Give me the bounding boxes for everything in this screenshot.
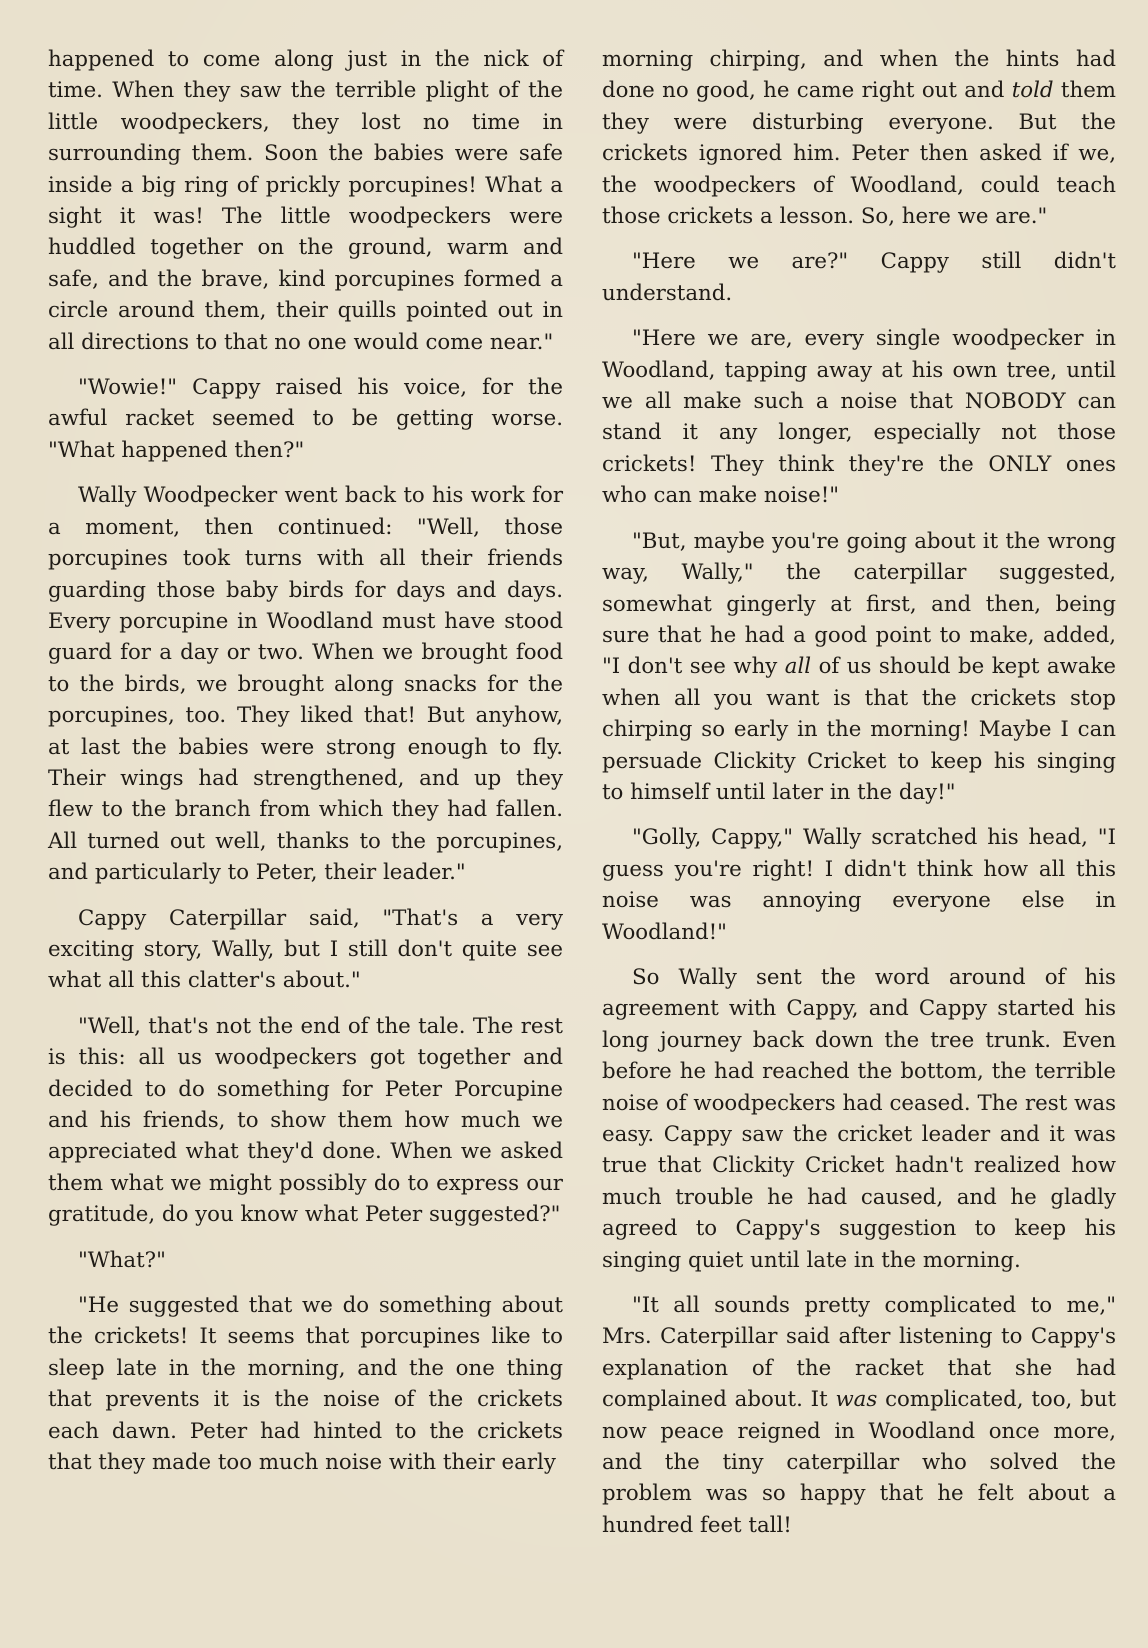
paragraph: "What?" <box>78 1247 166 1273</box>
paragraph <box>602 323 1116 511</box>
text-run: complicated, too, but now peace reigned in Woodland once more, and the tiny caterpillar who solved the problem was so happy that he felt about a hundred feet tall! <box>602 1387 1117 1538</box>
paragraph <box>602 44 1116 232</box>
emphasis: all <box>784 654 812 680</box>
text-run: of us should be kept awake when all you want is that the crickets stop chirping so early in the morning! Maybe I can persuade Clickity Cricket to keep his singing to himself until later in the day!" <box>602 654 1116 805</box>
text-run: So Wally sent the word around of his agreement with Cappy, and Cappy started his long journey back down the tree trunk. Even before he had reached the bottom, the terrible noise of woodpeckers had ceased. The rest was easy. Cappy saw the cricket leader and it was true that Clickity Cricket hadn't realized how much trouble he had caused, and he gladly agreed to Cappy's suggestion to keep his singing quiet until late in the morning. <box>602 964 1116 1273</box>
paragraph <box>602 246 1116 309</box>
emphasis: was <box>835 1387 878 1413</box>
text-run: "It all sounds pretty complicated to me," Mrs. Caterpillar said after listening to Cappy's explanation of the racket that she had complained about. It <box>602 1293 1116 1413</box>
paragraph: happened to come along just in the nick of time. When they saw the terrible plight of the little woodpeckers, they lost no time in surrounding them. Soon the babies were safe inside a big ring of prickly porcupines! What a sight it was! The little woodpeckers were huddled together on the ground, warm and safe, and the brave, kind porcupines formed a circle around them, their quills pointed out in all directions to that no one would come near." <box>48 47 563 355</box>
paragraph <box>602 822 1116 948</box>
text-run: them they were disturbing everyone. But the crickets ignored him. Peter then asked if we, the woodpeckers of Woodland, could teach those crickets a lesson. So, here we are." <box>602 78 1117 230</box>
right-column <box>602 44 1116 1555</box>
emphasis: told <box>1011 78 1054 104</box>
paragraph: "Wowie!" Cappy raised his voice, for the awful racket seemed to be getting worse. "What happened then?" <box>48 375 563 463</box>
paragraph <box>602 526 1116 809</box>
paragraph: Cappy Caterpillar said, "That's a very exciting story, Wally, but I still don't quite see what all this clatter's about." <box>48 905 563 994</box>
text-run: morning chirping, and when the hints had done no good, he came right out and <box>602 47 1116 104</box>
left-column <box>48 44 563 1492</box>
text-run: "Here we are, every single woodpecker in Woodland, tapping away at his own tree, until we all make such a noise that NOBODY can stand it any longer, especially not those crickets! They think they're the ONLY ones who can make noise!" <box>602 326 1116 509</box>
paragraph <box>602 962 1116 1276</box>
text-run: "Here we are?" Cappy still didn't understand. <box>602 249 1116 306</box>
text-run: "Golly, Cappy," Wally scratched his head, "I guess you're right! I didn't think how all this noise was annoying everyone else in Woodland!" <box>602 825 1116 945</box>
paragraph: "Well, that's not the end of the tale. The rest is this: all us woodpeckers got together and decided to do something for Peter Porcupine and his friends, to show them how much we appreciated what they'd done. When we asked them what we might possibly do to express our gratitude, do you know what Peter suggested?" <box>48 1013 563 1228</box>
paragraph <box>602 1290 1116 1541</box>
text-run: "But, maybe you're going about it the wrong way, Wally," the caterpillar suggested, somewhat gingerly at first, and then, being sure that he had a good point to make, added, "I don't see why <box>602 528 1116 680</box>
paragraph: Wally Woodpecker went back to his work for a moment, then continued: "Well, those porcupines took turns with all their friends guarding those baby birds for days and days. Every porcupine in Woodland must have stood guard for a day or two. When we brought food to the birds, we brought along snacks for the porcupines, too. They liked that! But anyhow, at last the babies were strong enough to fly. Their wings had strengthened, and up they flew to the branch from which they had fallen. All turned out well, thanks to the porcupines, and particularly to Peter, their leader." <box>48 483 563 886</box>
paragraph: "He suggested that we do something about the crickets! It seems that porcupines like to sleep late in the morning, and the one thing that prevents it is the noise of the crickets each dawn. Peter had hinted to the crickets that they made too much noise with their early <box>48 1293 563 1476</box>
